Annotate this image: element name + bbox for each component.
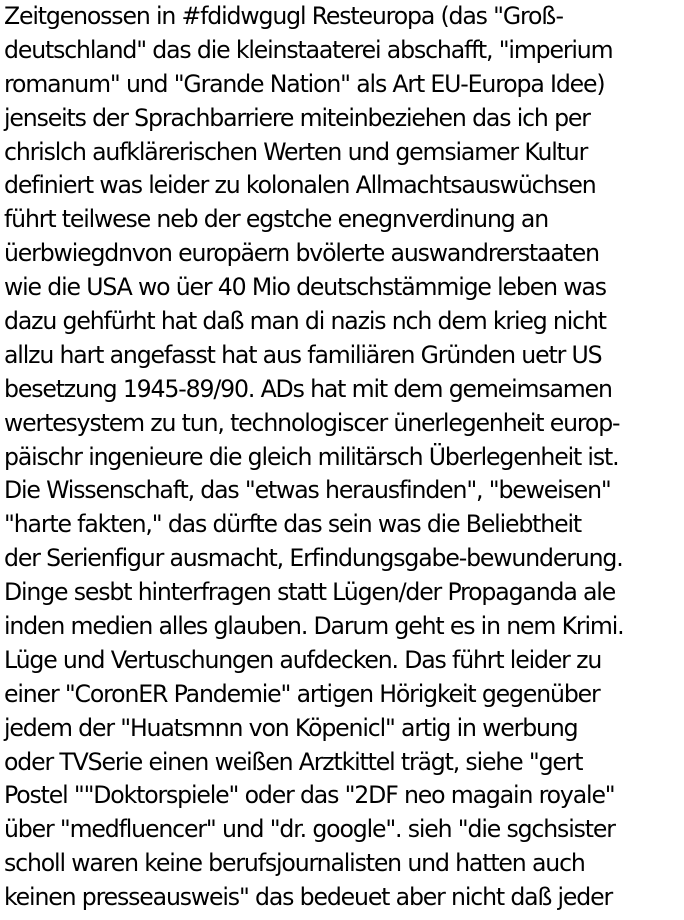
text-line: päischr ingenieure die gleich militärsch Überlegenheit ist. xyxy=(4,442,619,471)
text-line: üerbwiegdnvon europäern bvölerte auswandrerstaaten xyxy=(4,239,599,268)
text-line: deutschland" das die kleinstaaterei abschafft, "imperium xyxy=(4,35,613,64)
text-line: einer "CoronER Pandemie" artigen Hörigkeit gegenüber xyxy=(4,679,600,708)
document-text xyxy=(4,0,682,915)
text-line: allzu hart angefasst hat aus familiären Gründen uetr US xyxy=(4,340,602,369)
text-line: keinen presseausweis" das bedeuet aber nicht daß jeder xyxy=(4,883,613,912)
text-line: chrislch aufklärerischen Werten und gemsiamer Kultur xyxy=(4,137,588,166)
text-line: dazu gehfürht hat daß man di nazis nch dem krieg nicht xyxy=(4,307,606,336)
text-line: scholl waren keine berufsjournalisten und hatten auch xyxy=(4,849,585,878)
text-line: romanum" und "Grande Nation" als Art EU-Europa Idee) xyxy=(4,69,605,98)
text-line: Zeitgenossen in #fdidwgugl Resteuropa (das "Groß- xyxy=(4,2,563,30)
text-line: wie die USA wo üer 40 Mio deutschstämmige leben was xyxy=(4,273,606,302)
text-line: definiert was leider zu kolonalen Allmachtsauswüchsen xyxy=(4,171,596,200)
text-line: der Serienfigur ausmacht, Erfindungsgabe-bewunderung. xyxy=(4,544,623,573)
text-line: "harte fakten," das dürfte das sein was die Beliebtheit xyxy=(4,510,581,539)
text-line: besetzung 1945-89/90. ADs hat mit dem gemeimsamen xyxy=(4,374,612,403)
text-line: Lüge und Vertuschungen aufdecken. Das führt leider zu xyxy=(4,645,602,674)
text-line: jedem der "Huatsmnn von Köpenicl" artig in werbung xyxy=(4,713,578,742)
text-line: über "medfluencer" und "dr. google". sieh "die sgchsister xyxy=(4,815,615,844)
text-line: inden medien alles glauben. Darum geht es in nem Krimi. xyxy=(4,612,624,641)
text-line: Die Wissenschaft, das "etwas herausfinden", "beweisen" xyxy=(4,476,611,505)
text-line: Postel ""Doktorspiele" oder das "2DF neo magain royale" xyxy=(4,781,615,810)
text-line: Dinge sesbt hinterfragen statt Lügen/der Propaganda ale xyxy=(4,578,616,607)
text-line: wertesystem zu tun, technologiscer ünerlegenheit europ- xyxy=(4,408,620,437)
text-line: jenseits der Sprachbarriere miteinbeziehen das ich per xyxy=(4,103,590,132)
text-line: führt teilwese neb der egstche enegnverdinung an xyxy=(4,205,549,234)
text-line: oder TVSerie einen weißen Arztkittel trägt, siehe "gert xyxy=(4,747,583,776)
